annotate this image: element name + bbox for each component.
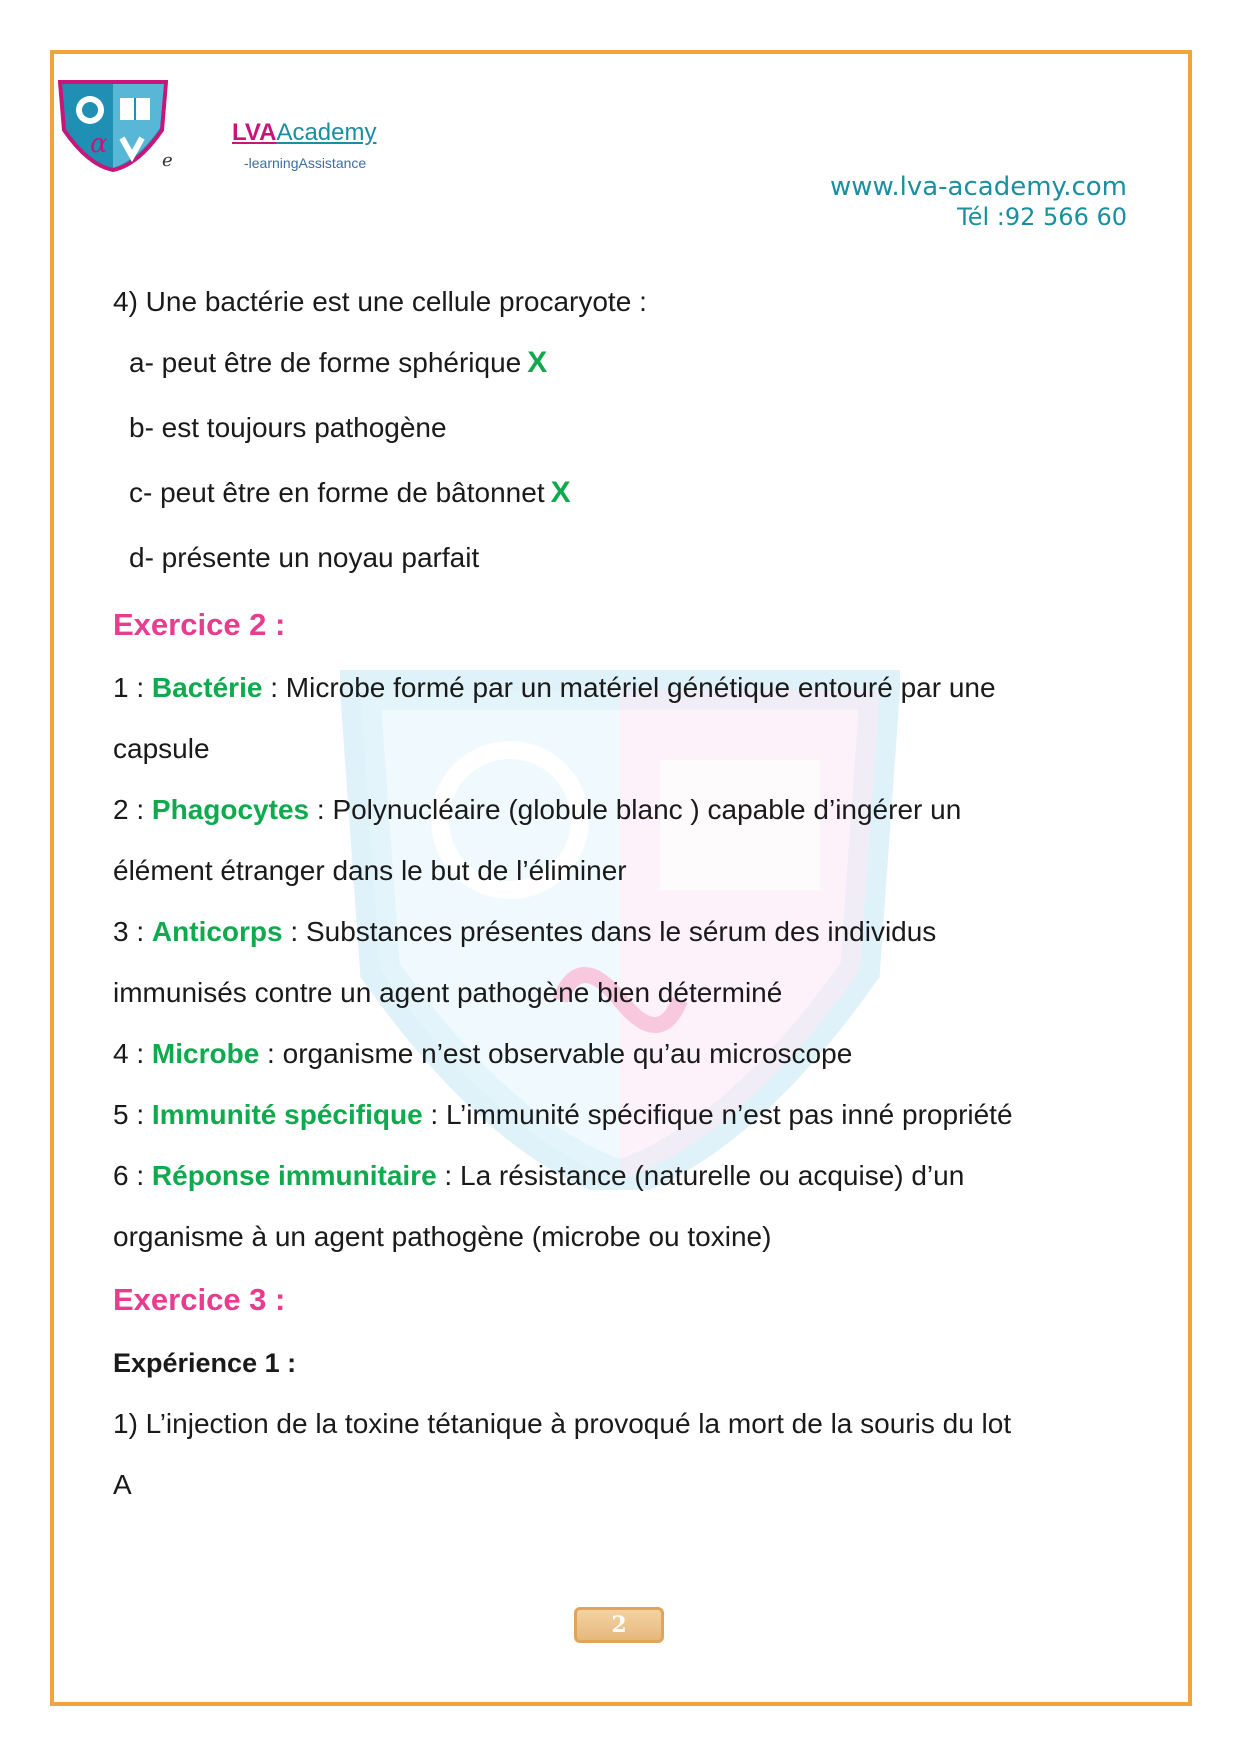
- question-4-title: 4) Une bactérie est une cellule procaryote :: [113, 286, 647, 317]
- logo-letter: e: [162, 150, 173, 171]
- term: Bactérie: [151, 672, 263, 703]
- option-c: c- peut être en forme de bâtonnet X: [129, 476, 571, 509]
- answer-line-2: A: [113, 1469, 132, 1500]
- definition-3-cont: immunisés contre un agent pathogène bien déterminé: [113, 977, 783, 1008]
- website-link[interactable]: www.lva-academy.com: [829, 172, 1127, 202]
- option-a: a- peut être de forme sphérique X: [129, 346, 548, 379]
- page-number: 2: [574, 1607, 664, 1643]
- brand-subtitle: -learningAssistance: [244, 155, 367, 171]
- term: Réponse immunitaire: [151, 1160, 437, 1191]
- definition-5: 5 : Immunité spécifique : L’immunité spécifique n’est pas inné propriété: [113, 1099, 1013, 1130]
- definition-2-cont: élément étranger dans le but de l’éliminer: [113, 855, 627, 886]
- svg-text:α: α: [90, 129, 108, 159]
- definition-2: 2 : Phagocytes : Polynucléaire (globule blanc ) capable d’ingérer un: [113, 794, 962, 825]
- exercise-2-title: Exercice 2 :: [113, 607, 286, 642]
- definition-6: 6 : Réponse immunitaire : La résistance (naturelle ou acquise) d’un: [113, 1160, 965, 1191]
- experience-1-title: Expérience 1 :: [113, 1348, 297, 1378]
- definition-1: 1 : Bactérie : Microbe formé par un matériel génétique entouré par une: [113, 672, 996, 703]
- academy-logo: [58, 80, 168, 172]
- brand-academy: Academy: [276, 119, 377, 146]
- definition-1-cont: capsule: [113, 733, 210, 764]
- brand-lva: LVA: [232, 119, 277, 146]
- definition-3: 3 : Anticorps : Substances présentes dans le sérum des individus: [113, 916, 937, 947]
- exercise-3-title: Exercice 3 :: [113, 1282, 286, 1317]
- answer-mark: X: [550, 476, 571, 509]
- document-body: [113, 280, 1113, 1524]
- answer-line-1: 1) L’injection de la toxine tétanique à provoqué la mort de la souris du lot: [113, 1408, 1012, 1439]
- definition-6-cont: organisme à un agent pathogène (microbe ou toxine): [113, 1221, 772, 1252]
- answer-mark: X: [527, 346, 548, 379]
- definition-4: 4 : Microbe : organisme n’est observable qu’au microscope: [113, 1038, 853, 1069]
- term: Immunité spécifique: [151, 1099, 423, 1130]
- phone-number: Tél :92 566 60: [957, 203, 1127, 231]
- term: Phagocytes: [151, 794, 310, 825]
- option-d: d- présente un noyau parfait: [129, 542, 480, 573]
- option-b: b- est toujours pathogène: [129, 412, 447, 443]
- brand-name[interactable]: [232, 120, 376, 146]
- term: Anticorps: [151, 916, 283, 947]
- term: Microbe: [151, 1038, 260, 1069]
- contact-info: [830, 172, 1127, 232]
